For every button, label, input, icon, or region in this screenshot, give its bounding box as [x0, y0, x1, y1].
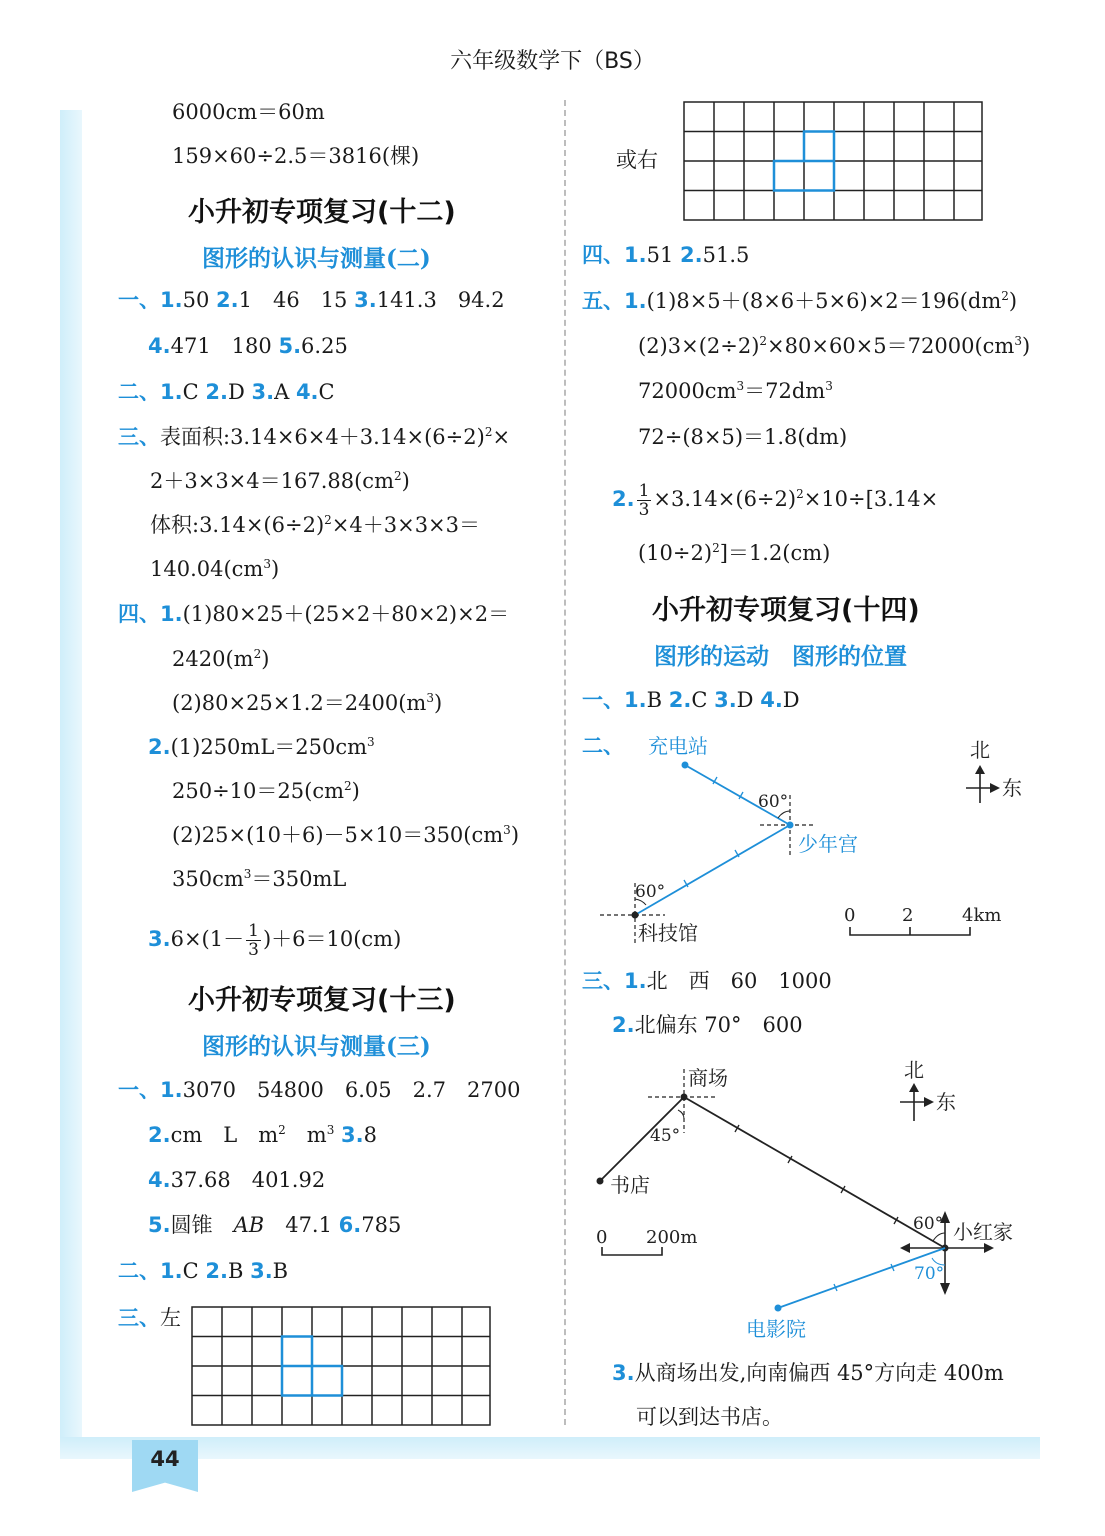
answer-text: B: [646, 688, 663, 712]
fraction: $\frac{1}{3}$: [248, 921, 259, 960]
answer-row: $(2)80\times 25\times 1.2=2400(m^3)$: [172, 691, 443, 715]
answer-text: 可以到达书店。: [636, 1405, 783, 1429]
answer-text: 250÷10＝25(cm: [172, 779, 344, 803]
answer-text: C: [182, 1259, 199, 1283]
answer-row: 五、$1.(1)8\times 5+(8\times 6+5\times 6)\times 2=196(dm^2)$: [582, 289, 1018, 313]
answer-text: D: [227, 380, 245, 404]
question-number: 1.: [160, 1078, 183, 1102]
answer-text: C: [691, 688, 708, 712]
question-number: 4.: [148, 1168, 171, 1192]
answer-row: 三、表面积$:3.14\times 6\times 4+3.14\times(6\div 2)^2\times$: [118, 425, 511, 449]
section-subtitle: 图形的认识与测量(二): [202, 245, 431, 272]
scale-bar: [602, 1247, 662, 1255]
answer-text: (1)80×25＋(25×2＋80×2)×2＝: [182, 602, 510, 626]
scale-label: 200m: [646, 1227, 698, 1248]
answer-text: 北偏东 70° 600: [634, 1013, 803, 1037]
map-diagram-1: [580, 725, 1040, 955]
question-number: 2.: [148, 735, 171, 759]
answer-text: (1)250mL＝250cm: [170, 735, 368, 759]
label-mall: 商场: [688, 1066, 728, 1090]
grid-right: [682, 100, 984, 222]
answer-row: [118, 601, 509, 627]
scale-label: 0: [596, 1227, 608, 1248]
part-mark: 三、: [582, 969, 624, 993]
fraction: $\frac{1}{3}$: [638, 481, 650, 520]
angle-label: 45°: [650, 1126, 681, 1146]
answer-text: 37.68 401.92: [170, 1168, 326, 1192]
part-mark: 三、: [118, 425, 160, 449]
answer-text: 51: [646, 243, 674, 267]
answer-text: C: [318, 380, 335, 404]
page-number: 44: [150, 1447, 180, 1471]
answer-text: (1)8×5＋(8×6＋5×6)×2＝196(dm: [646, 289, 1002, 313]
answer-text: (2)3×(2÷2): [638, 334, 760, 358]
answer-row: [148, 922, 401, 959]
bottom-decor-bar: [60, 1437, 1040, 1459]
answer-text: 72÷(8×5)＝1.8(dm): [638, 425, 848, 449]
answer-row: [118, 1305, 181, 1331]
answer-text: D: [782, 688, 800, 712]
answer-text: ): [433, 691, 443, 715]
answer-text: 785: [361, 1213, 402, 1237]
label-home: 小红家: [953, 1220, 1013, 1244]
answer-row: $2420(m^2)$: [172, 647, 270, 671]
answer-row: [118, 1077, 520, 1103]
compass-north: 北: [970, 738, 990, 762]
answer-text: ]＝1.2(cm): [719, 541, 831, 565]
answer-row: 体积$:3.14\times(6\div 2)^2\times 4+3\times 3\times 3=$: [150, 513, 481, 537]
label-bookstore: 书店: [610, 1173, 650, 1197]
answer-text: B: [272, 1259, 289, 1283]
compass-east: 东: [1002, 776, 1022, 800]
answer-row: [582, 687, 800, 713]
part-mark: 二、: [118, 1259, 160, 1283]
answer-text: 2420(m: [172, 647, 254, 671]
answer-text: 2＋3×3×4＝167.88(cm: [150, 469, 394, 493]
answer-text: ): [351, 779, 360, 803]
point-marker: [632, 912, 639, 919]
compass-north: 北: [904, 1058, 924, 1082]
question-number: 1.: [624, 969, 647, 993]
question-number: 2.: [668, 688, 692, 712]
map-diagram-2: [580, 1055, 1040, 1355]
answer-text: ＝72dm: [744, 379, 826, 403]
part-mark: 五、: [582, 289, 624, 313]
question-number: 5.: [278, 334, 302, 358]
question-number: 3.: [148, 927, 171, 951]
answer-text: 471 180: [170, 334, 272, 358]
point-marker: [597, 1178, 604, 1185]
answer-row: $350cm^3=350mL$: [172, 867, 347, 891]
answer-row: $72000cm^3=72dm^3$: [638, 379, 833, 403]
answer-text: (10÷2): [638, 541, 713, 565]
answer-text: 47.1: [264, 1213, 332, 1237]
question-number: 2.: [205, 1259, 228, 1283]
question-number: 2.: [216, 288, 239, 312]
answer-row: [582, 968, 832, 994]
answer-text: m: [285, 1123, 327, 1147]
answer-row: [148, 1167, 325, 1193]
answer-text: 表面积:3.14×6×4＋3.14×(6÷2): [160, 425, 485, 449]
answer-line: 159×60÷2.5＝3816(棵): [172, 144, 420, 168]
answer-text: ): [271, 557, 280, 581]
point-marker: [775, 1305, 782, 1312]
question-number: 6.: [338, 1213, 362, 1237]
answer-text: 左: [160, 1306, 181, 1330]
answer-text: 350cm: [172, 867, 244, 891]
angle-label: 70°: [914, 1264, 945, 1284]
answer-row: [148, 333, 348, 359]
answer-text: ): [510, 823, 520, 847]
scale-label: 0: [844, 905, 856, 926]
answer-text: 体积:3.14×(6÷2): [150, 513, 325, 537]
question-number: 3.: [250, 1259, 273, 1283]
answer-text: A: [274, 380, 290, 404]
answer-text: ×3.14×(6÷2): [653, 487, 797, 511]
answer-text: cm L m: [170, 1123, 279, 1147]
answer-line: 6000cm＝60m: [172, 100, 325, 124]
question-number: 1.: [160, 1259, 183, 1283]
part-mark: 二、: [582, 734, 624, 758]
question-number: 1.: [160, 602, 183, 626]
section-subtitle: 图形的认识与测量(三): [202, 1033, 431, 1060]
answer-text: C: [182, 380, 199, 404]
answer-text: 51.5: [702, 243, 750, 267]
part-mark: 一、: [118, 1078, 160, 1102]
answer-row: [118, 287, 505, 313]
part-mark: 一、: [118, 288, 160, 312]
section-title: 小升初专项复习(十二): [188, 197, 456, 228]
question-number: 5.: [148, 1213, 171, 1237]
answer-text: 从商场出发,向南偏西 45°方向走 400m: [634, 1361, 1004, 1385]
scale-label: 2: [902, 905, 914, 926]
angle-label: 60°: [913, 1214, 944, 1234]
question-number: 1.: [624, 243, 647, 267]
question-number: 3.: [251, 380, 275, 404]
answer-row: $140.04(cm^3)$: [150, 557, 280, 581]
answer-row: $(2)3\times(2\div 2)^2\times 80\times 60\times 5=72000(cm^3)$: [638, 334, 1031, 358]
answer-text: 6×(1－: [170, 927, 245, 951]
answer-text: 72000cm: [638, 379, 737, 403]
part-mark: 三、: [118, 1306, 160, 1330]
question-number: 3.: [612, 1361, 635, 1385]
answer-row: $(10\div 2)^2]=1.2(cm)$: [638, 541, 831, 565]
question-number: 2.: [612, 487, 635, 511]
question-number: 2.: [205, 380, 228, 404]
column-divider: [564, 100, 566, 1425]
answer-row: [118, 379, 335, 405]
answer-text: 1 46 15: [238, 288, 348, 312]
answer-text: 6.25: [301, 334, 348, 358]
question-number: 3.: [354, 288, 377, 312]
question-number: 3.: [714, 688, 737, 712]
angle-label: 60°: [635, 882, 666, 902]
section-title: 小升初专项复习(十四): [652, 595, 920, 626]
answer-row: [582, 242, 749, 268]
compass-east: 东: [936, 1090, 956, 1114]
angle-label: 60°: [758, 792, 789, 812]
answer-text: ×: [492, 425, 511, 449]
answer-row: 2. $\frac{1}{3}$ $\times 3.14\times(6\div 2)^2\times 10\div[3.14\times$: [612, 481, 939, 520]
answer-text: 141.3 94.2: [376, 288, 505, 312]
answer-text: ＝350mL: [251, 867, 347, 891]
part-mark: 一、: [582, 688, 624, 712]
answer-text: D: [736, 688, 754, 712]
grid-left: [190, 1305, 492, 1427]
question-number: 2.: [148, 1123, 171, 1147]
label-cinema: 电影院: [746, 1317, 806, 1341]
answer-text: 8: [363, 1123, 377, 1147]
answer-text: )＋6＝10(cm): [262, 927, 402, 951]
answer-row: $250\div 10=25(cm^2)$: [172, 779, 360, 803]
page-header: 六年级数学下（BS）: [450, 49, 655, 74]
answer-text: ×4＋3×3×3＝: [331, 513, 481, 537]
part-mark: 四、: [582, 243, 624, 267]
answer-row: $(2)25\times(10+6)-5\times 10=350(cm^3)$: [172, 823, 520, 847]
answer-row: [118, 1258, 288, 1284]
answer-row: [148, 1212, 401, 1238]
answer-text: 或右: [616, 148, 658, 172]
scale-label: 4km: [962, 905, 1002, 926]
question-number: 4.: [295, 380, 319, 404]
left-decor-bar: [60, 110, 82, 1450]
answer-text: 50: [182, 288, 210, 312]
answer-text: (2)25×(10＋6)－5×10＝350(cm: [172, 823, 504, 847]
label-science-museum: 科技馆: [638, 921, 698, 945]
answer-row: $2.(1)250mL=250cm^3$: [148, 735, 375, 759]
part-mark: 二、: [118, 380, 160, 404]
answer-row: [612, 1012, 803, 1038]
answer-row: $2+3\times 3\times 4=167.88(cm^2)$: [150, 469, 410, 493]
question-number: 1.: [160, 380, 183, 404]
label-youth-palace: 少年宫: [798, 832, 858, 856]
answer-text: 140.04(cm: [150, 557, 264, 581]
question-number: 1.: [624, 688, 647, 712]
answer-text: ×10÷[3.14×: [803, 487, 939, 511]
question-number: 2.: [612, 1013, 635, 1037]
answer-text: B: [227, 1259, 244, 1283]
answer-text: (2)80×25×1.2＝2400(m: [172, 691, 427, 715]
answer-text: ×80×60×5＝72000(cm: [767, 334, 1015, 358]
answer-text: AB: [233, 1213, 265, 1237]
answer-text: ): [261, 647, 270, 671]
answer-text: ): [1008, 289, 1018, 313]
section-subtitle: 图形的运动 图形的位置: [654, 643, 907, 670]
answer-text: ): [1021, 334, 1031, 358]
part-mark: 四、: [118, 602, 160, 626]
answer-text: 圆锥: [170, 1213, 234, 1237]
answer-row: 2.cm L $m^2$ $m^3$ 3.8: [148, 1123, 377, 1147]
point-marker: [682, 762, 689, 769]
answer-text: 北 西 60 1000: [646, 969, 832, 993]
question-number: 4.: [148, 334, 171, 358]
answer-row: [612, 1360, 1004, 1386]
section-title: 小升初专项复习(十三): [188, 985, 456, 1016]
label-charging-station: 充电站: [648, 734, 708, 758]
question-number: 1.: [160, 288, 183, 312]
question-number: 2.: [680, 243, 703, 267]
answer-text: ): [401, 469, 410, 493]
answer-text: 3070 54800 6.05 2.7 2700: [182, 1078, 521, 1102]
question-number: 4.: [760, 688, 783, 712]
scale-bar: [850, 927, 970, 935]
question-number: 3.: [341, 1123, 364, 1147]
question-number: 1.: [624, 289, 647, 313]
route-line: [684, 1097, 945, 1248]
